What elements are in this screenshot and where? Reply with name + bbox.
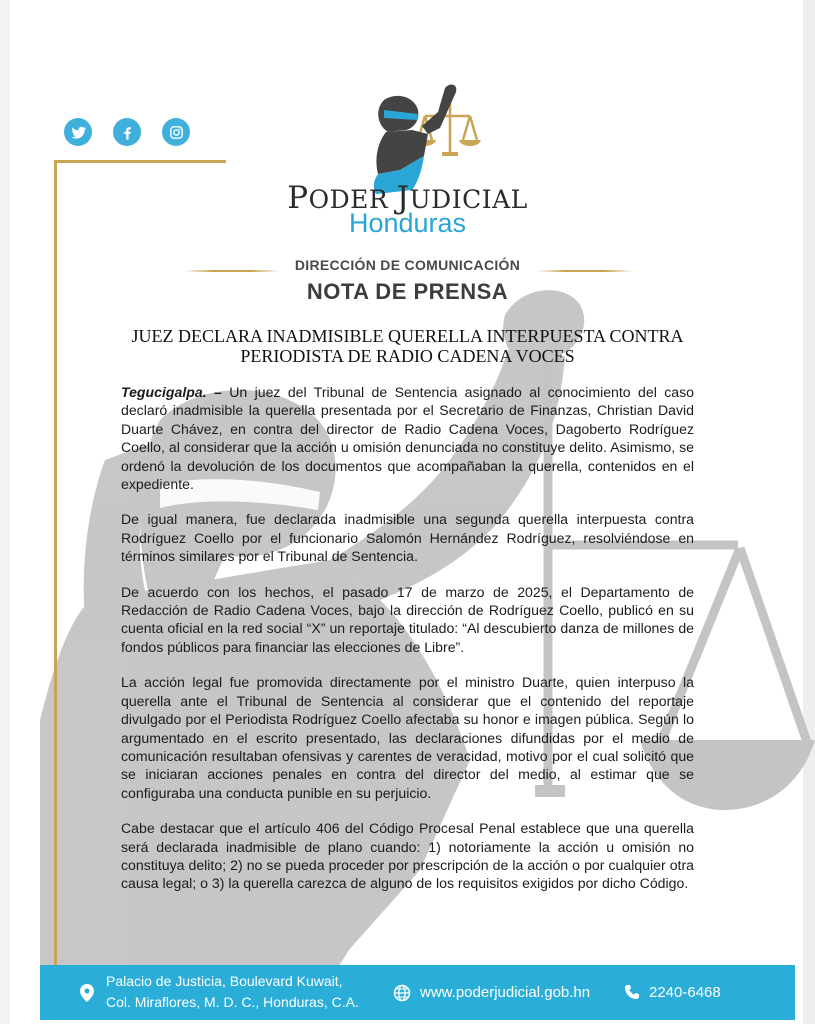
paragraph-3: De acuerdo con los hechos, el pasado 17 de marzo de 2025, el Departamento de Redacción de Radio Cadena Voces, bajo la dirección de Rodríguez Coello, publicó en su cuenta oficial en la red social “X” un reportaje titulado: “Al descubierto danza de millones de fondos públicos para financiar las elecciones de Libre”. [121,583,694,655]
phone-icon [624,984,640,1000]
paragraph-2: De igual manera, fue declarada inadmisible una segunda querella interpuesta contra Rodríguez Coello por el funcionario Salomón Hernández Rodríguez, resolviéndose en términos similares por el Tribunal de Sentencia. [121,511,694,565]
instagram-icon[interactable] [162,118,190,146]
twitter-icon[interactable] [64,118,92,146]
headline-line-1: JUEZ DECLARA INADMISIBLE QUERELLA INTERPUESTA CONTRA [131,326,684,346]
paragraph-5: Cabe destacar que el artículo 406 del Código Procesal Penal establece que una querella será declarada inadmisible de plano cuando: 1) notoriamente la acción u omisión no constituya delito; 2) no se pueda proceder por prescripción de la acción o por cualquier otra causa legal; o 3) la querella carezca de alguno de los requisitos exigidos por dicho Código. [121,820,694,892]
paragraph-4: La acción legal fue promovida directamente por el ministro Duarte, quien interpuso la querella ante el Tribunal de Sentencia al considerar que el contenido del reportaje divulgado por el Periodista Rodríguez Coello afectaba su honor e imagen pública. Según lo argumentado en el escrito presentado, las declaraciones difundidas por el medio de comunicación resultaban ofensivas y carentes de veracidad, motivo por el cual solicitó que se iniciaran acciones penales en contra del director del medio, al estimar que se configuraba una conducta punible en su perjuicio. [121,674,694,801]
department-heading: DIRECCIÓN DE COMUNICACIÓN [294,257,521,273]
footer-website-link[interactable]: www.poderjudicial.gob.hn [420,984,591,1001]
document-type: NOTA DE PRENSA [306,279,509,304]
article-body [121,383,694,910]
org-country: Honduras [348,208,467,238]
footer-bar [40,965,795,1020]
address-line-2: Col. Miraflores, M. D. C., Honduras, C.A. [106,994,359,1010]
gold-frame-top [54,160,226,163]
address-line-1: Palacio de Justicia, Boulevard Kuwait, [106,973,343,989]
dateline: Tegucigalpa. – [121,384,222,400]
facebook-icon[interactable] [113,118,141,146]
footer-address [78,971,359,1013]
headline-line-2: PERIODISTA DE RADIO CADENA VOCES [240,346,575,366]
paragraph-1: Tegucigalpa. – Un juez del Tribunal de Sentencia asignado al conocimiento del caso declaró inadmisible la querella presentada por el Secretario de Finanzas, Christian David Duarte Chávez, en contra del director de Radio Cadena Voces, Dagoberto Rodríguez Coello, al considerar que la acción u omisión denunciada no constituye delito. Asimismo, se ordenó la devolución de los documentos que acompañaban la querella, contenidos en el expediente. [121,384,694,493]
article-headline [100,326,715,366]
org-name: PODER JUDICIAL [287,180,528,216]
globe-icon [393,984,411,1002]
footer-phone[interactable]: 2240-6468 [649,984,721,1001]
social-icons [64,118,190,146]
